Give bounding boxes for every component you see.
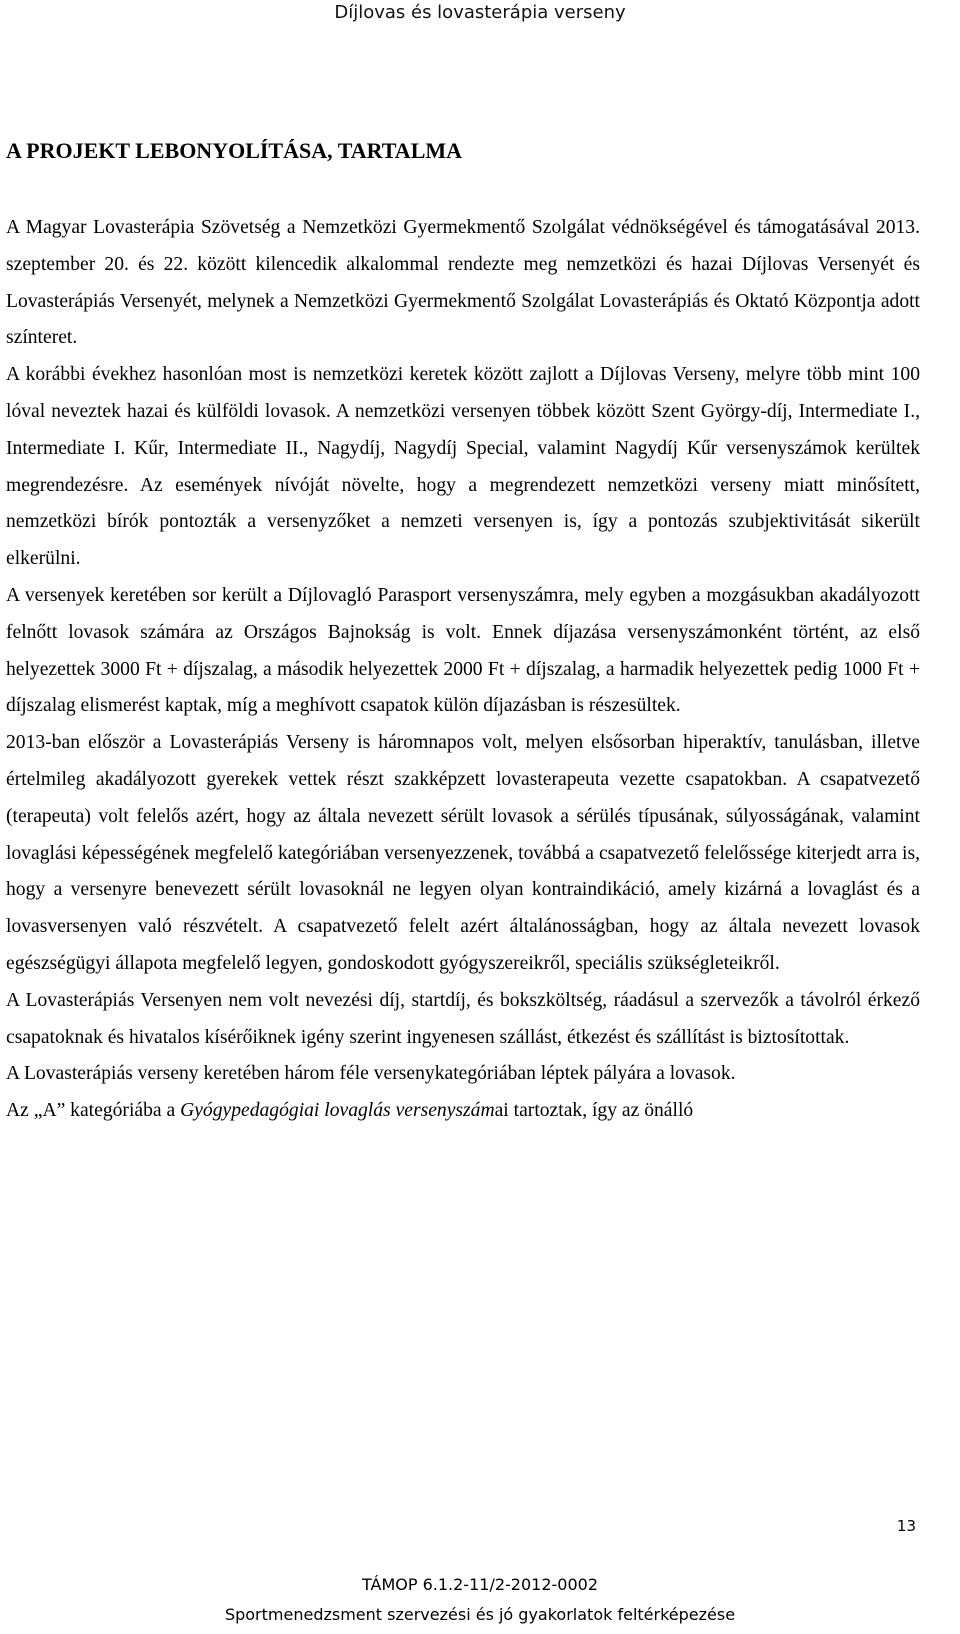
footer-project-code: TÁMOP 6.1.2-11/2-2012-0002 [361,1575,598,1594]
paragraph-intro: A Magyar Lovasterápia Szövetség a Nemzetközi Gyermekmentő Szolgálat védnökségével és támogatásával 2013. szeptember 20. és 22. között kilencedik alkalommal rendezte meg nemzetközi és hazai Díjlovas Versenyét és Lovasterápiás Versenyét, melynek a Nemzetközi Gyermekmentő Szolgálat Lovasterápiás és Oktató Központja adott színteret. [6,217,920,349]
paragraph-therapy-competition: 2013-ban először a Lovasterápiás Verseny is háromnapos volt, melyen elsősorban hiperaktív, tanulásban, illetve értelmileg akadályozott gyerekek vettek részt szakképzett lovasterapeuta vezette csapatokban. A csapatvezető (terapeuta) volt felelős azért, hogy az általa nevezett sérült lovasok a sérülés típusának, súlyosságának, valamint lovaglási képességének megfelelő kategóriában versenyezzenek, továbbá a csapatvezető felelőssége kiterjedt arra is, hogy a versenyre benevezett sérült lovasoknál ne legyen olyan kontraindikáció, amely kizárná a lovaglást és a lovasversenyen való részvételt. A csapatvezető felelt azért általánosságban, hogy az általa nevezett lovasok egészségügyi állapota megfelelő legyen, gondoskodott gyógyszereikről, speciális szükségleteikről. [6,732,920,974]
category-a-italic-term: Gyógypedagógiai lovaglás versenyszám [180,1100,495,1122]
footer-project-title: Sportmenedzsment szervezési és jó gyakorlatok feltérképezése [224,1605,736,1624]
page-number: 13 [896,1517,916,1535]
paragraph-fees: A Lovasterápiás Versenyen nem volt nevezési díj, startdíj, és bokszköltség, ráadásul a szervezők a távolról érkező csapatoknak és hivatalos kísérőiknek igény szerint ingyenesen szállást, étkezést és szállítást is biztosítottak. [6,989,920,1048]
running-header-title: Díjlovas és lovasterápia verseny [334,2,626,23]
paragraph-dressage-competition: A korábbi évekhez hasonlóan most is nemzetközi keretek között zajlott a Díjlovas Verseny, melyre több mint 100 lóval neveztek hazai és külföldi lovasok. A nemzetközi versenyen többek között Szent György-díj, Intermediate I., Intermediate I. Kűr, Intermediate II., Nagydíj, Nagydíj Special, valamint Nagydíj Kűr versenyszámok kerültek megrendezésre. Az események nívóját növelte, hogy a megrendezett nemzetközi verseny miatt minősített, nemzetközi bírók pontozták a versenyzőket a nemzeti versenyen is, így a pontozás szubjektivitását sikerült elkerülni. [6,364,920,570]
paragraph-categories: A Lovasterápiás verseny keretében három féle versenykategóriában léptek pályára a lovasok. [6,1063,736,1085]
paragraph-parasport: A versenyek keretében sor került a Díjlovagló Parasport versenyszámra, mely egyben a mozgásukban akadályozott felnőtt lovasok számára az Országos Bajnokság is volt. Ennek díjazása versenyszámonként történt, az első helyezettek 3000 Ft + díjszalag, a második helyezettek 2000 Ft + díjszalag, a harmadik helyezettek pedig 1000 Ft + díjszalag elismerést kaptak, míg a meghívott csapatok külön díjazásban is részesültek. [6,584,920,717]
body-text [6,210,920,1130]
category-a-text-start: Az „A” kategóriába a [6,1100,181,1122]
category-a-text-end: ai tartoztak, így az önálló [494,1100,694,1122]
paragraph-category-a [6,1093,920,1130]
section-heading: A PROJEKT LEBONYOLÍTÁSA, TARTALMA [6,138,463,163]
